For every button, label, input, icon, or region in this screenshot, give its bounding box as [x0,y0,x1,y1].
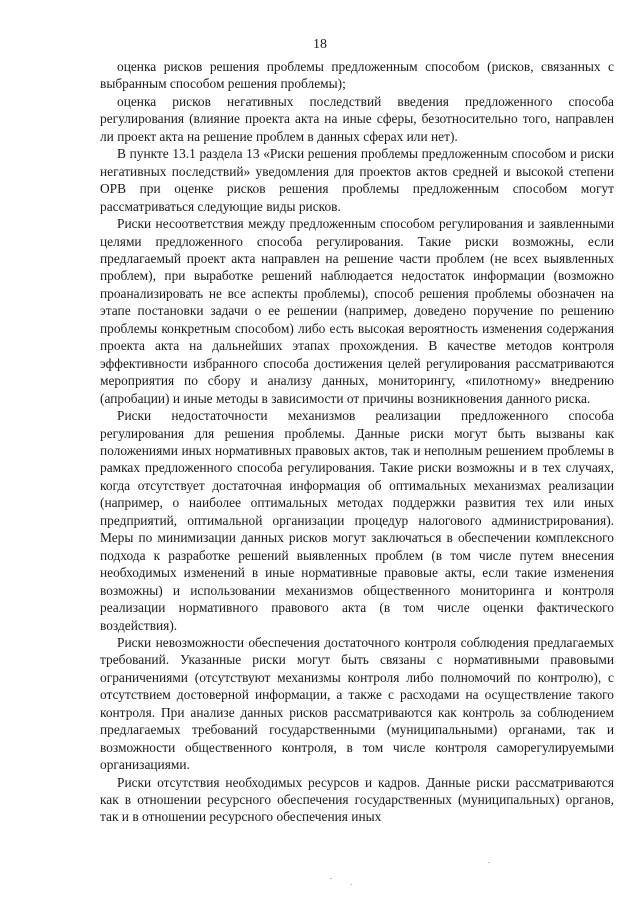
paragraph-risk-assessment-solution: оценка рисков решения проблемы предложенным способом (рисков, связанных с выбранным способом решения проблемы); [100,59,614,92]
paragraph-risk-lack-of-resources: Риски отсутствия необходимых ресурсов и кадров. Данные риски рассматриваются как в отношении ресурсного обеспечения государственных (муниципальных) органов, так и в отношении ресурсного обеспечения иных [100,774,614,825]
paragraph-risk-insufficient-mechanisms: Риски недостаточности механизмов реализации предложенного способа регулирования для решения проблемы. Данные риски могут быть вызваны как положениями иных нормативных правовых актов, так и неполным решением проблемы в рамках предложенного способа регулирования. Такие риски возможны и в тех случаях, когда отсутствует достаточная информация об оптимальных механизмах реализации (например, о наиболее оптимальных методах поддержки развития тех или иных предприятий, оптимальной организации процедур налогового администрирования). Меры по минимизации данных рисков могут заключаться в обеспечении комплексного подхода к разработке решений выявленных проблем (в том числе путем внесения необходимых изменений в иные нормативные правовые акты, если такие изменения возможны) и использовании механизмов общественного мониторинга и контроля реализации нормативного правового акта (в том числе оценки фактического воздействия). [100,408,614,633]
paragraph-risk-mismatch: Риски несоответствия между предложенным способом регулирования и заявленными целями предложенного способа регулирования. Такие риски возможны, если предлагаемый проект акта направлен на решение части проблем (не всех выявленных проблем), при выработке решений наблюдается недостаток информации (возможно проанализировать не все аспекты проблемы), способ решения проблемы обозначен на этапе постановки задачи о ее решении (например, доведено поручение по решению проблемы конкретным способом) либо есть высокая вероятность изменения содержания проекта акта на дальнейших этапах прохождения. В качестве методов контроля эффективности избранного способа достижения целей регулирования рассматриваются мероприятия по сбору и анализу данных, мониторингу, «пилотному» внедрению (апробации) и иные методы в зависимости от причины возникновения данного риска. [100,216,614,406]
scan-speck [350,884,352,885]
body-text [100,58,614,826]
paragraph-risk-assessment-consequences: оценка рисков негативных последствий введения предложенного способа регулирования (влияние проекта акта на иные сферы, безотносительно того, направлен ли проект акта на решение проблем в данных сферах или нет). [100,93,614,144]
paragraph-section-13-1: В пункте 13.1 раздела 13 «Риски решения проблемы предложенным способом и риски негативных последствий» уведомления для проектов актов средней и высокой степени ОРВ при оценке рисков решения проблемы предложенным способом могут рассматриваться следующие виды рисков. [100,146,614,214]
page-number: 18 [313,37,327,52]
scan-speck [330,878,332,879]
scan-speck [488,862,490,863]
paragraph-risk-insufficient-control: Риски невозможности обеспечения достаточного контроля соблюдения предлагаемых требований. Указанные риски могут быть связаны с нормативными правовыми ограничениями (отсутствуют механизмы контроля либо полномочий по контролю), с отсутствием достоверной информации, а также с расходами на осуществление такого контроля. При анализе данных рисков рассматриваются как контроль за соблюдением предлагаемых требований государственными (муниципальными) органами, так и возможности общественного контроля, в том числе контроля саморегулируемыми организациями. [100,634,614,773]
